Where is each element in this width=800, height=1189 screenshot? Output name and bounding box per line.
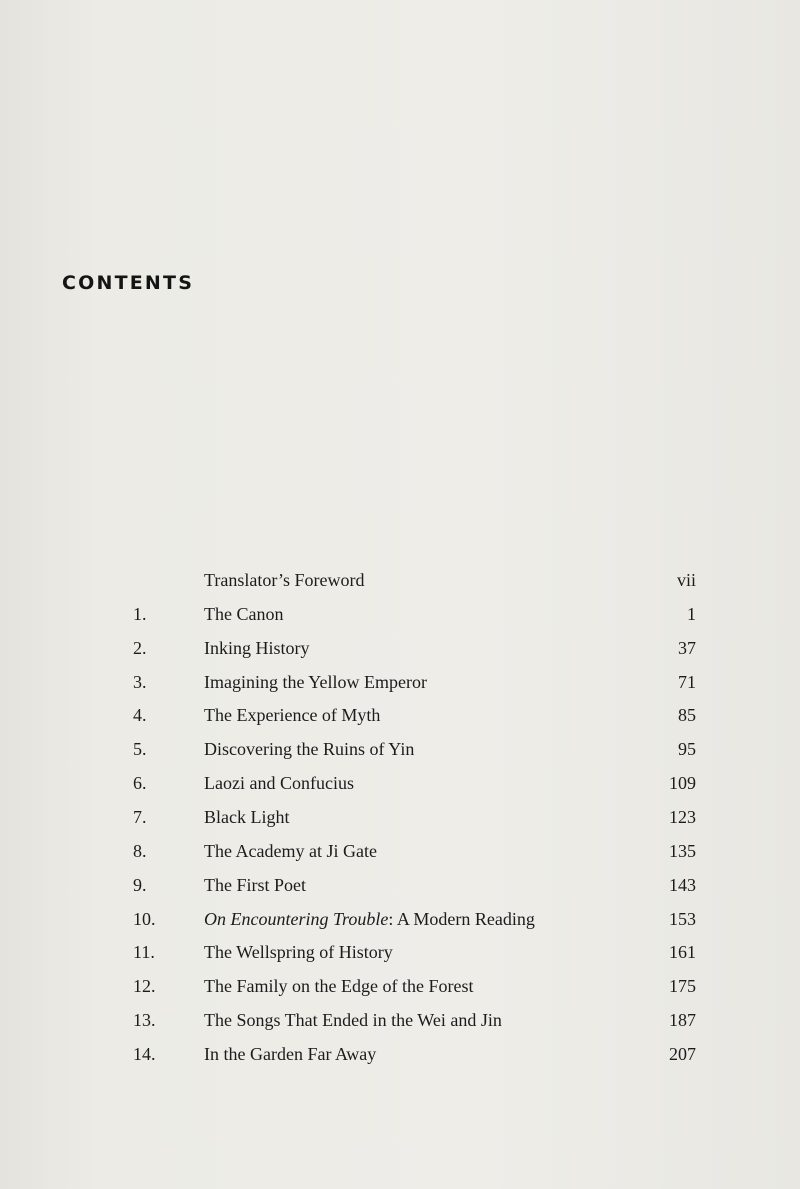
toc-page-number: 123 [669,806,696,827]
toc-entry [0,773,800,807]
toc-page-number: 95 [678,739,696,760]
toc-chapter-number: 6. [133,773,147,794]
toc-entry [0,1044,800,1078]
toc-entry [0,1010,800,1044]
toc-entry [0,739,800,773]
toc-chapter-title: Imagining the Yellow Emperor [204,671,427,692]
toc-chapter-title: The First Poet [204,874,306,895]
toc-page-number: 175 [669,976,696,997]
toc-page-number: 85 [678,705,696,726]
toc-chapter-number: 11. [133,942,155,963]
toc-chapter-number: 5. [133,739,147,760]
show-through-text [340,70,760,198]
toc-entry [0,638,800,672]
toc-chapter-number: 3. [133,671,147,692]
toc-chapter-title: Inking History [204,637,310,658]
toc-chapter-title: The Canon [204,603,284,624]
toc-page-number: 1 [687,603,696,624]
toc-page-number: vii [676,570,696,590]
toc-chapter-title: Discovering the Ruins of Yin [204,739,415,760]
toc-chapter-title: Laozi and Confucius [204,773,354,794]
toc-chapter-number: 8. [133,840,147,861]
toc-chapter-title: In the Garden Far Away [204,1043,377,1064]
toc-chapter-number: 14. [133,1043,156,1064]
toc-page-number: 71 [678,671,696,692]
toc-chapter-title: The Wellspring of History [204,942,393,963]
toc-chapter-title: Black Light [204,806,290,827]
toc-chapter-number: 13. [133,1010,156,1031]
toc-chapter-title: The Academy at Ji Gate [204,840,377,861]
toc-page-number: 153 [669,908,696,929]
toc-chapter-title: The Experience of Myth [204,705,381,726]
toc-page-number: 135 [669,840,696,861]
toc-chapter-title: On Encountering Trouble: A Modern Reading [204,908,535,929]
toc-entry [0,942,800,976]
contents-heading: CONTENTS [62,272,195,294]
toc-chapter-number: 2. [133,637,147,658]
toc-entry [0,976,800,1010]
toc-chapter-title: Translator’s Foreword [204,570,365,590]
toc-page-number: 143 [669,874,696,895]
toc-chapter-title: The Songs That Ended in the Wei and Jin [204,1010,502,1031]
toc-chapter-number: 10. [133,908,156,929]
toc-chapter-number: 4. [133,705,147,726]
toc-page-number: 187 [669,1010,696,1031]
toc-chapter-number: 9. [133,874,147,895]
toc-chapter-number: 1. [133,603,147,624]
toc-entry [0,705,800,739]
toc-entry [0,570,800,604]
toc-entry [0,909,800,943]
toc-chapter-number: 7. [133,806,147,827]
toc-chapter-title: The Family on the Edge of the Forest [204,976,474,997]
toc-page-number: 161 [669,942,696,963]
toc-entry [0,672,800,706]
toc-page-number: 37 [678,637,696,658]
toc-chapter-title-italic: On Encountering Trouble [204,908,389,929]
toc-page-number: 109 [669,773,696,794]
toc-page-number: 207 [669,1043,696,1064]
toc-entry [0,875,800,909]
toc-chapter-number: 12. [133,976,156,997]
toc-entry [0,841,800,875]
toc-entry [0,807,800,841]
toc-entry [0,604,800,638]
